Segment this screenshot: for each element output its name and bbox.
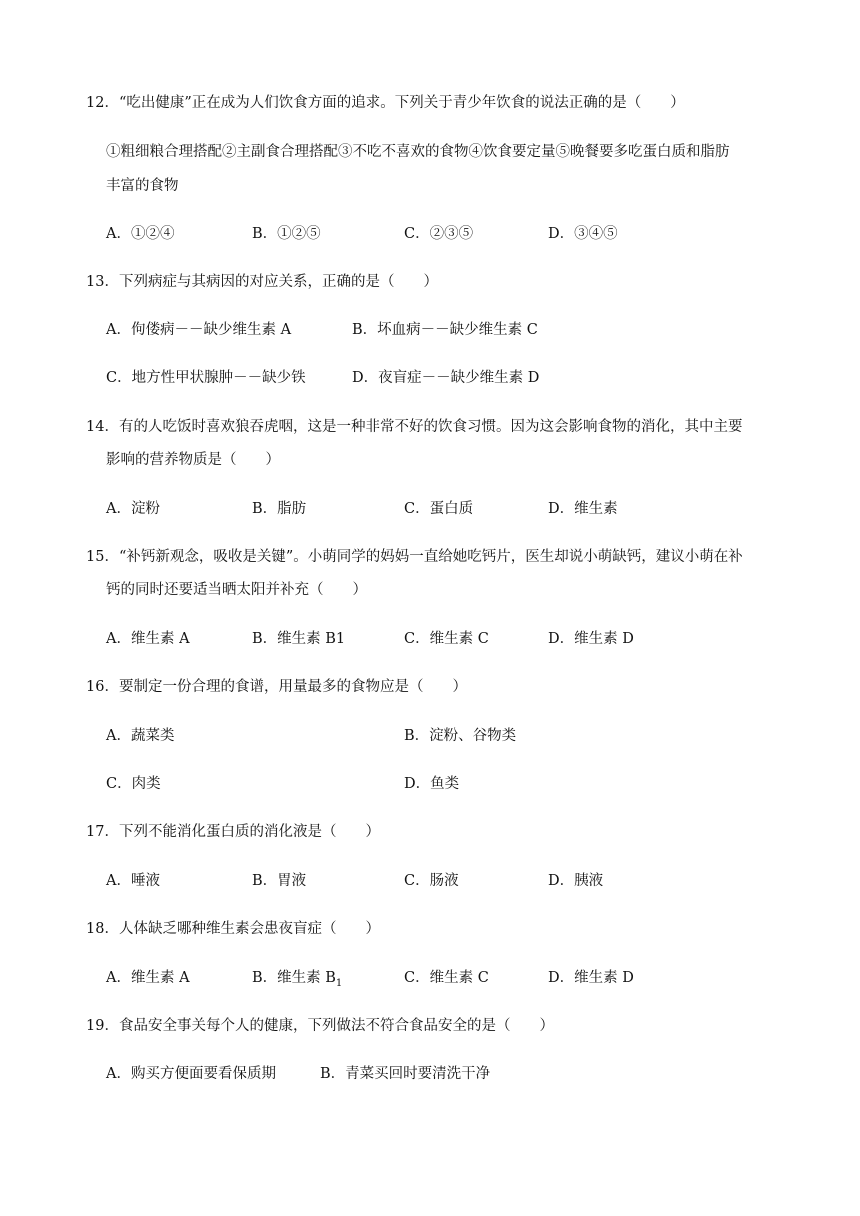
question-12-option-c[interactable]: C．②③⑤: [404, 226, 474, 242]
question-14-stem: 14．有的人吃饭时喜欢狼吞虎咽，这是一种非常不好的饮食习惯。因为这会影响食物的消化，其中主要: [86, 419, 743, 435]
question-15-option-a[interactable]: A．维生素 A: [106, 631, 190, 647]
question-12-option-a[interactable]: A．①②④: [106, 226, 175, 242]
question-12-option-b[interactable]: B．①②⑤: [252, 226, 321, 242]
question-14-option-b[interactable]: B．脂肪: [252, 501, 307, 517]
question-15-stem-cont: 钙的同时还要适当晒太阳并补充（ ）: [106, 582, 367, 598]
question-18-option-a[interactable]: A．维生素 A: [106, 970, 190, 986]
question-18-option-d[interactable]: D．维生素 D: [548, 970, 634, 986]
question-13-option-c[interactable]: C．地方性甲状腺肿－－缺少铁: [106, 370, 306, 386]
question-12-stem: 12．“吃出健康”正在成为人们饮食方面的追求。下列关于青少年饮食的说法正确的是（ ）: [86, 95, 685, 111]
question-16-option-a[interactable]: A．蔬菜类: [106, 728, 175, 744]
question-13-option-b[interactable]: B．坏血病－－缺少维生素 C: [352, 322, 538, 338]
question-15-stem: 15．“补钙新观念，吸收是关键”。小萌同学的妈妈一直给她吃钙片，医生却说小萌缺钙，建议小萌在补: [86, 549, 743, 565]
question-19-stem: 19．食品安全事关每个人的健康，下列做法不符合食品安全的是（ ）: [86, 1018, 554, 1034]
question-14-option-c[interactable]: C．蛋白质: [404, 501, 474, 517]
question-17-option-a[interactable]: A．唾液: [106, 873, 160, 889]
question-14-stem-cont: 影响的营养物质是（ ）: [106, 452, 280, 468]
question-16-option-c[interactable]: C．肉类: [106, 776, 161, 792]
question-16-option-d[interactable]: D．鱼类: [404, 776, 460, 792]
question-16-stem: 16．要制定一份合理的食谱，用量最多的食物应是（ ）: [86, 679, 467, 695]
question-13-option-d[interactable]: D．夜盲症－－缺少维生素 D: [352, 370, 540, 386]
question-17-stem: 17．下列不能消化蛋白质的消化液是（ ）: [86, 824, 380, 840]
question-18-option-b-subscript: 1: [335, 977, 343, 989]
question-15-option-d[interactable]: D．维生素 D: [548, 631, 634, 647]
question-18-stem: 18．人体缺乏哪种维生素会患夜盲症（ ）: [86, 921, 380, 937]
question-18-option-c[interactable]: C．维生素 C: [404, 970, 489, 986]
question-19-option-a[interactable]: A．购买方便面要看保质期: [106, 1066, 276, 1082]
question-16-option-b[interactable]: B．淀粉、谷物类: [404, 728, 517, 744]
question-12-statements-cont: 丰富的食物: [106, 178, 179, 194]
question-12-option-d[interactable]: D．③④⑤: [548, 226, 618, 242]
question-13-option-a[interactable]: A．佝偻病－－缺少维生素 A: [106, 322, 292, 338]
question-13-stem: 13．下列病症与其病因的对应关系，正确的是（ ）: [86, 274, 438, 290]
question-15-option-b[interactable]: B．维生素 B1: [252, 631, 346, 647]
question-17-option-b[interactable]: B．胃液: [252, 873, 307, 889]
question-17-option-c[interactable]: C．肠液: [404, 873, 459, 889]
question-12-statements: ①粗细粮合理搭配②主副食合理搭配③不吃不喜欢的食物④饮食要定量⑤晚餐要多吃蛋白质和脂肪: [106, 144, 730, 160]
question-15-option-c[interactable]: C．维生素 C: [404, 631, 489, 647]
question-17-option-d[interactable]: D．胰液: [548, 873, 604, 889]
question-18-option-b-text: B．维生素 B: [252, 970, 336, 986]
question-14-option-a[interactable]: A．淀粉: [106, 501, 160, 517]
question-19-option-b[interactable]: B．青菜买回时要清洗干净: [320, 1066, 491, 1082]
question-18-option-b[interactable]: [252, 968, 342, 994]
question-14-option-d[interactable]: D．维生素: [548, 501, 618, 517]
